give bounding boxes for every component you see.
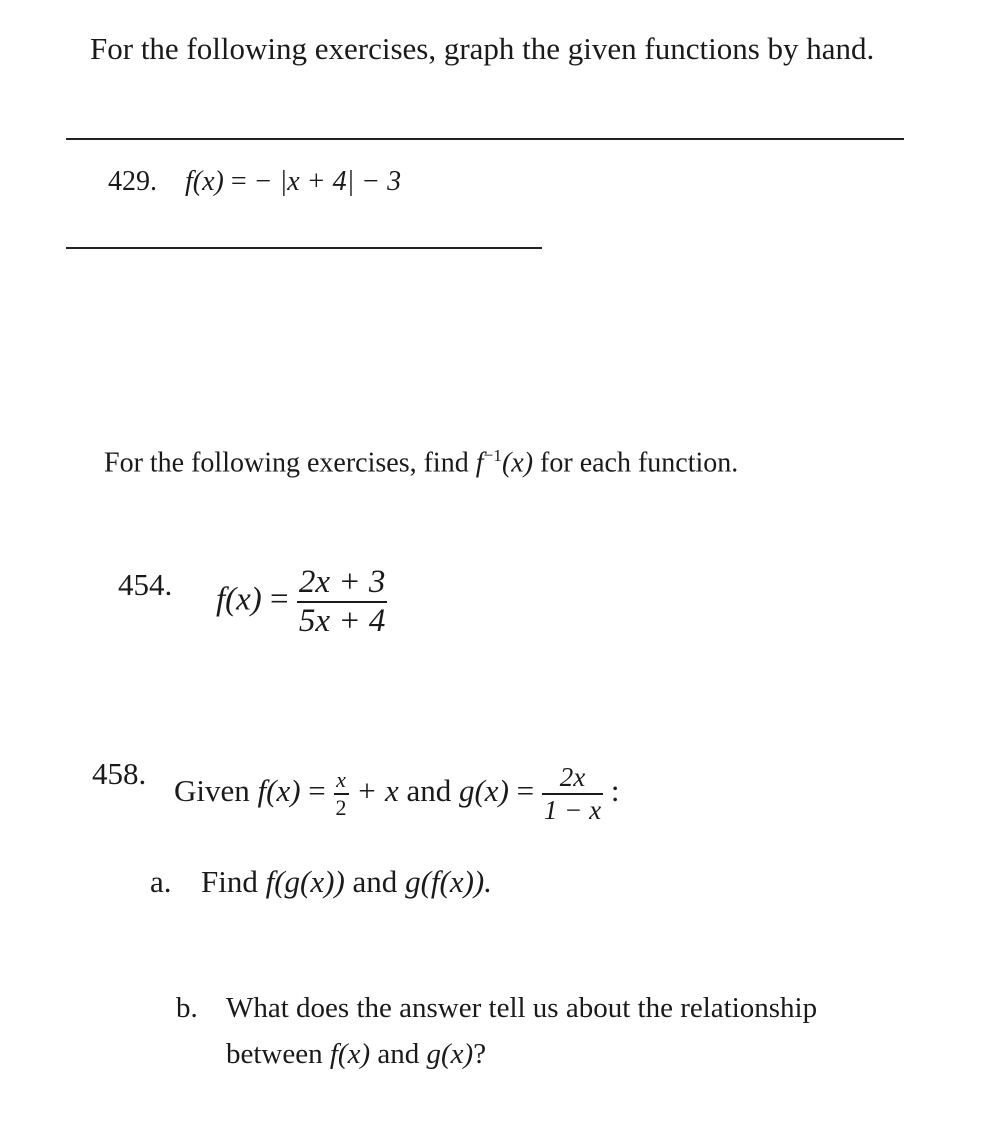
- part-a: [150, 864, 492, 900]
- denominator: 5x + 4: [298, 603, 386, 639]
- and-text: and: [344, 864, 406, 899]
- inverse-f: f: [475, 447, 484, 479]
- section1-instructions: For the following exercises, graph the given functions by hand.: [90, 31, 875, 66]
- exercise-458-given: [174, 764, 619, 824]
- part-b-label: b.: [176, 992, 198, 1024]
- between-text: between: [226, 1038, 330, 1070]
- and-text: and: [370, 1038, 427, 1070]
- numerator: x: [334, 769, 349, 795]
- composition-fg: f(g(x)): [265, 864, 345, 899]
- f-of-x: f(x): [329, 1038, 371, 1070]
- part-b-line2: [226, 1038, 486, 1071]
- function-rhs: − |x + 4| − 3: [253, 166, 402, 197]
- exercise-number: 429.: [108, 166, 157, 197]
- divider-short: [66, 247, 542, 249]
- part-b-line1: What does the answer tell us about the relationship: [226, 992, 818, 1024]
- equals-sign: =: [261, 581, 297, 618]
- instructions-text-after: for each function.: [533, 447, 739, 479]
- exercise-429: [108, 166, 401, 198]
- numerator: 2x: [542, 764, 603, 795]
- composition-gf: g(f(x)).: [405, 864, 492, 899]
- denominator: 2: [335, 795, 347, 820]
- fraction: [297, 566, 387, 638]
- and-text: and: [398, 773, 459, 809]
- fraction-g: [542, 764, 603, 824]
- f-rest: + x: [348, 773, 399, 809]
- given-text: Given: [174, 773, 258, 809]
- section2-instructions: [104, 446, 738, 479]
- g-of-x: g(x): [426, 1038, 474, 1070]
- question-mark: ?: [473, 1038, 487, 1070]
- exercise-454-number: 454.: [118, 567, 173, 602]
- divider-top: [66, 138, 904, 140]
- f-lhs: f(x): [257, 773, 301, 809]
- numerator: 2x + 3: [297, 566, 387, 603]
- exercise-458-number: 458.: [92, 756, 147, 791]
- fraction-x-over-2: [334, 769, 349, 819]
- equals-sign: =: [508, 773, 542, 809]
- equals-sign: =: [223, 166, 254, 197]
- denominator: 1 − x: [543, 795, 602, 825]
- inverse-superscript: −1: [483, 446, 502, 465]
- function-lhs: f(x): [216, 581, 262, 618]
- instructions-text: For the following exercises, find: [104, 447, 476, 479]
- colon: :: [603, 773, 620, 809]
- equals-sign: =: [300, 773, 334, 809]
- part-a-text: Find: [201, 864, 266, 899]
- inverse-arg: (x): [501, 447, 534, 479]
- exercise-454: [216, 566, 387, 638]
- g-lhs: g(x): [458, 773, 509, 809]
- part-a-label: a.: [150, 864, 172, 899]
- function-lhs: f(x): [185, 166, 224, 197]
